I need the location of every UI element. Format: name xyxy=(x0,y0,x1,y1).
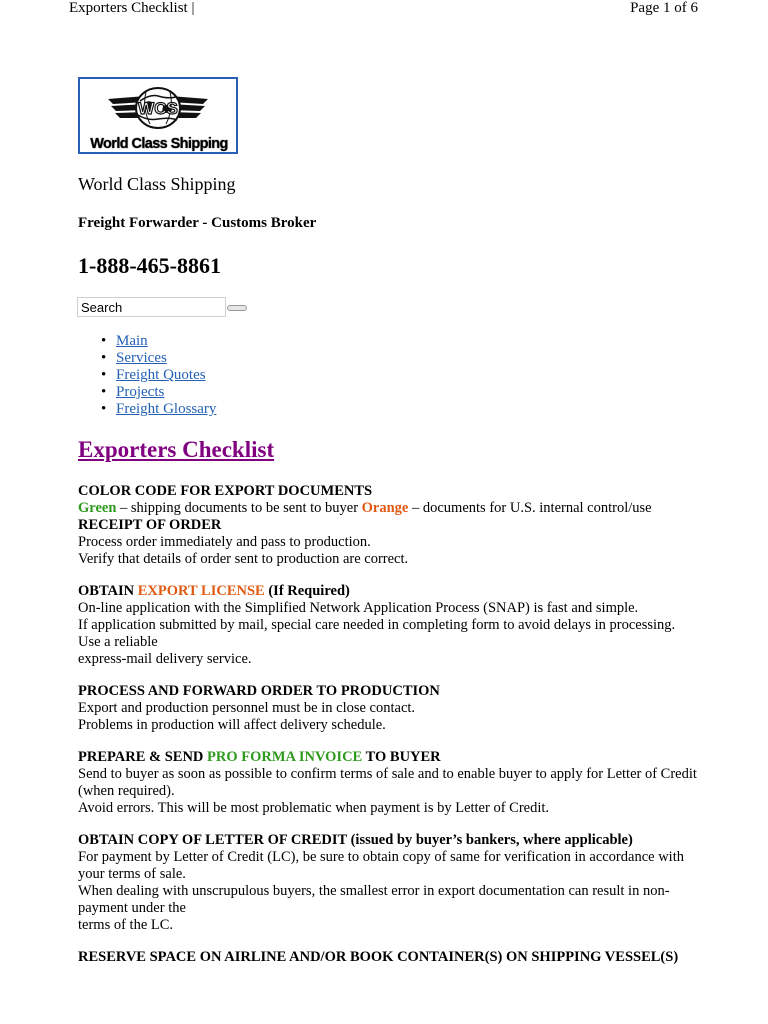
orange-label: Orange xyxy=(361,500,409,516)
nav-item-freight-quotes: • Freight Quotes xyxy=(101,367,206,383)
site-title: World Class Shipping xyxy=(78,174,236,194)
main-navigation xyxy=(100,333,216,418)
page-heading[interactable]: Exporters Checklist xyxy=(78,437,275,462)
nav-link-freight-quotes[interactable]: Freight Quotes xyxy=(116,367,206,383)
proforma-line: Avoid errors. This will be most problematic when payment is by Letter of Credit. xyxy=(78,800,550,816)
nav-link-main[interactable]: Main xyxy=(116,333,148,349)
phone-number: 1-888-465-8861 xyxy=(78,253,221,278)
page-header xyxy=(0,0,768,20)
search-input[interactable] xyxy=(77,297,226,317)
license-line: On-line application with the Simplified Network Application Process (SNAP) is fast and simple. xyxy=(78,600,639,616)
lc-title: OBTAIN COPY OF LETTER OF CREDIT (issued by buyer’s bankers, where applicable) xyxy=(78,832,633,848)
nav-item-projects: • Projects xyxy=(101,384,165,400)
license-title: OBTAIN EXPORT LICENSE (If Required) xyxy=(78,583,350,599)
process-title: PROCESS AND FORWARD ORDER TO PRODUCTION xyxy=(78,683,440,699)
search-button[interactable] xyxy=(227,305,247,311)
logo-emblem-text: WCS xyxy=(138,99,178,118)
nav-link-services[interactable]: Services xyxy=(116,350,167,366)
license-line: If application submitted by mail, special care needed in completing form to avoid delays in processing. Use a reliable xyxy=(78,617,676,650)
receipt-line: Process order immediately and pass to production. xyxy=(78,534,371,550)
company-logo[interactable] xyxy=(78,77,238,154)
nav-link-freight-glossary[interactable]: Freight Glossary xyxy=(116,401,217,417)
export-license-highlight: EXPORT LICENSE xyxy=(137,583,265,599)
nav-item-main: • Main xyxy=(101,333,148,349)
lc-line: When dealing with unscrupulous buyers, the smallest error in export documentation can result in non-payment under the xyxy=(78,883,670,916)
lc-line: For payment by Letter of Credit (LC), be sure to obtain copy of same for verification in accordance with your terms of sale. xyxy=(78,849,684,882)
page-header-title: Exporters Checklist | xyxy=(69,0,195,16)
color-code-legend: Green – shipping documents to be sent to buyer Orange – documents for U.S. internal control/use xyxy=(78,500,652,516)
color-code-title: COLOR CODE FOR EXPORT DOCUMENTS xyxy=(78,483,373,499)
proforma-title: PREPARE & SEND PRO FORMA INVOICE TO BUYER xyxy=(78,749,441,765)
logo-text: World Class Shipping xyxy=(90,136,228,152)
process-line: Export and production personnel must be in close contact. xyxy=(78,700,416,716)
page-number: Page 1 of 6 xyxy=(630,0,698,16)
pro-forma-invoice-highlight: PRO FORMA INVOICE xyxy=(207,749,363,765)
lc-line: terms of the LC. xyxy=(78,917,174,933)
nav-item-services: • Services xyxy=(101,350,167,366)
site-tagline: Freight Forwarder - Customs Broker xyxy=(78,215,317,231)
checklist-content xyxy=(78,483,698,966)
process-line: Problems in production will affect delivery schedule. xyxy=(78,717,386,733)
license-line: express-mail delivery service. xyxy=(78,651,252,667)
reserve-title: RESERVE SPACE ON AIRLINE AND/OR BOOK CONTAINER(S) ON SHIPPING VESSEL(S) xyxy=(78,949,679,965)
proforma-line: Send to buyer as soon as possible to confirm terms of sale and to enable buyer to apply for Letter of Credit (when required). xyxy=(78,766,697,799)
receipt-line: Verify that details of order sent to production are correct. xyxy=(78,551,409,567)
nav-link-projects[interactable]: Projects xyxy=(116,384,165,400)
receipt-title: RECEIPT OF ORDER xyxy=(78,517,222,533)
green-label: Green xyxy=(78,500,117,516)
nav-item-freight-glossary: • Freight Glossary xyxy=(101,401,217,417)
